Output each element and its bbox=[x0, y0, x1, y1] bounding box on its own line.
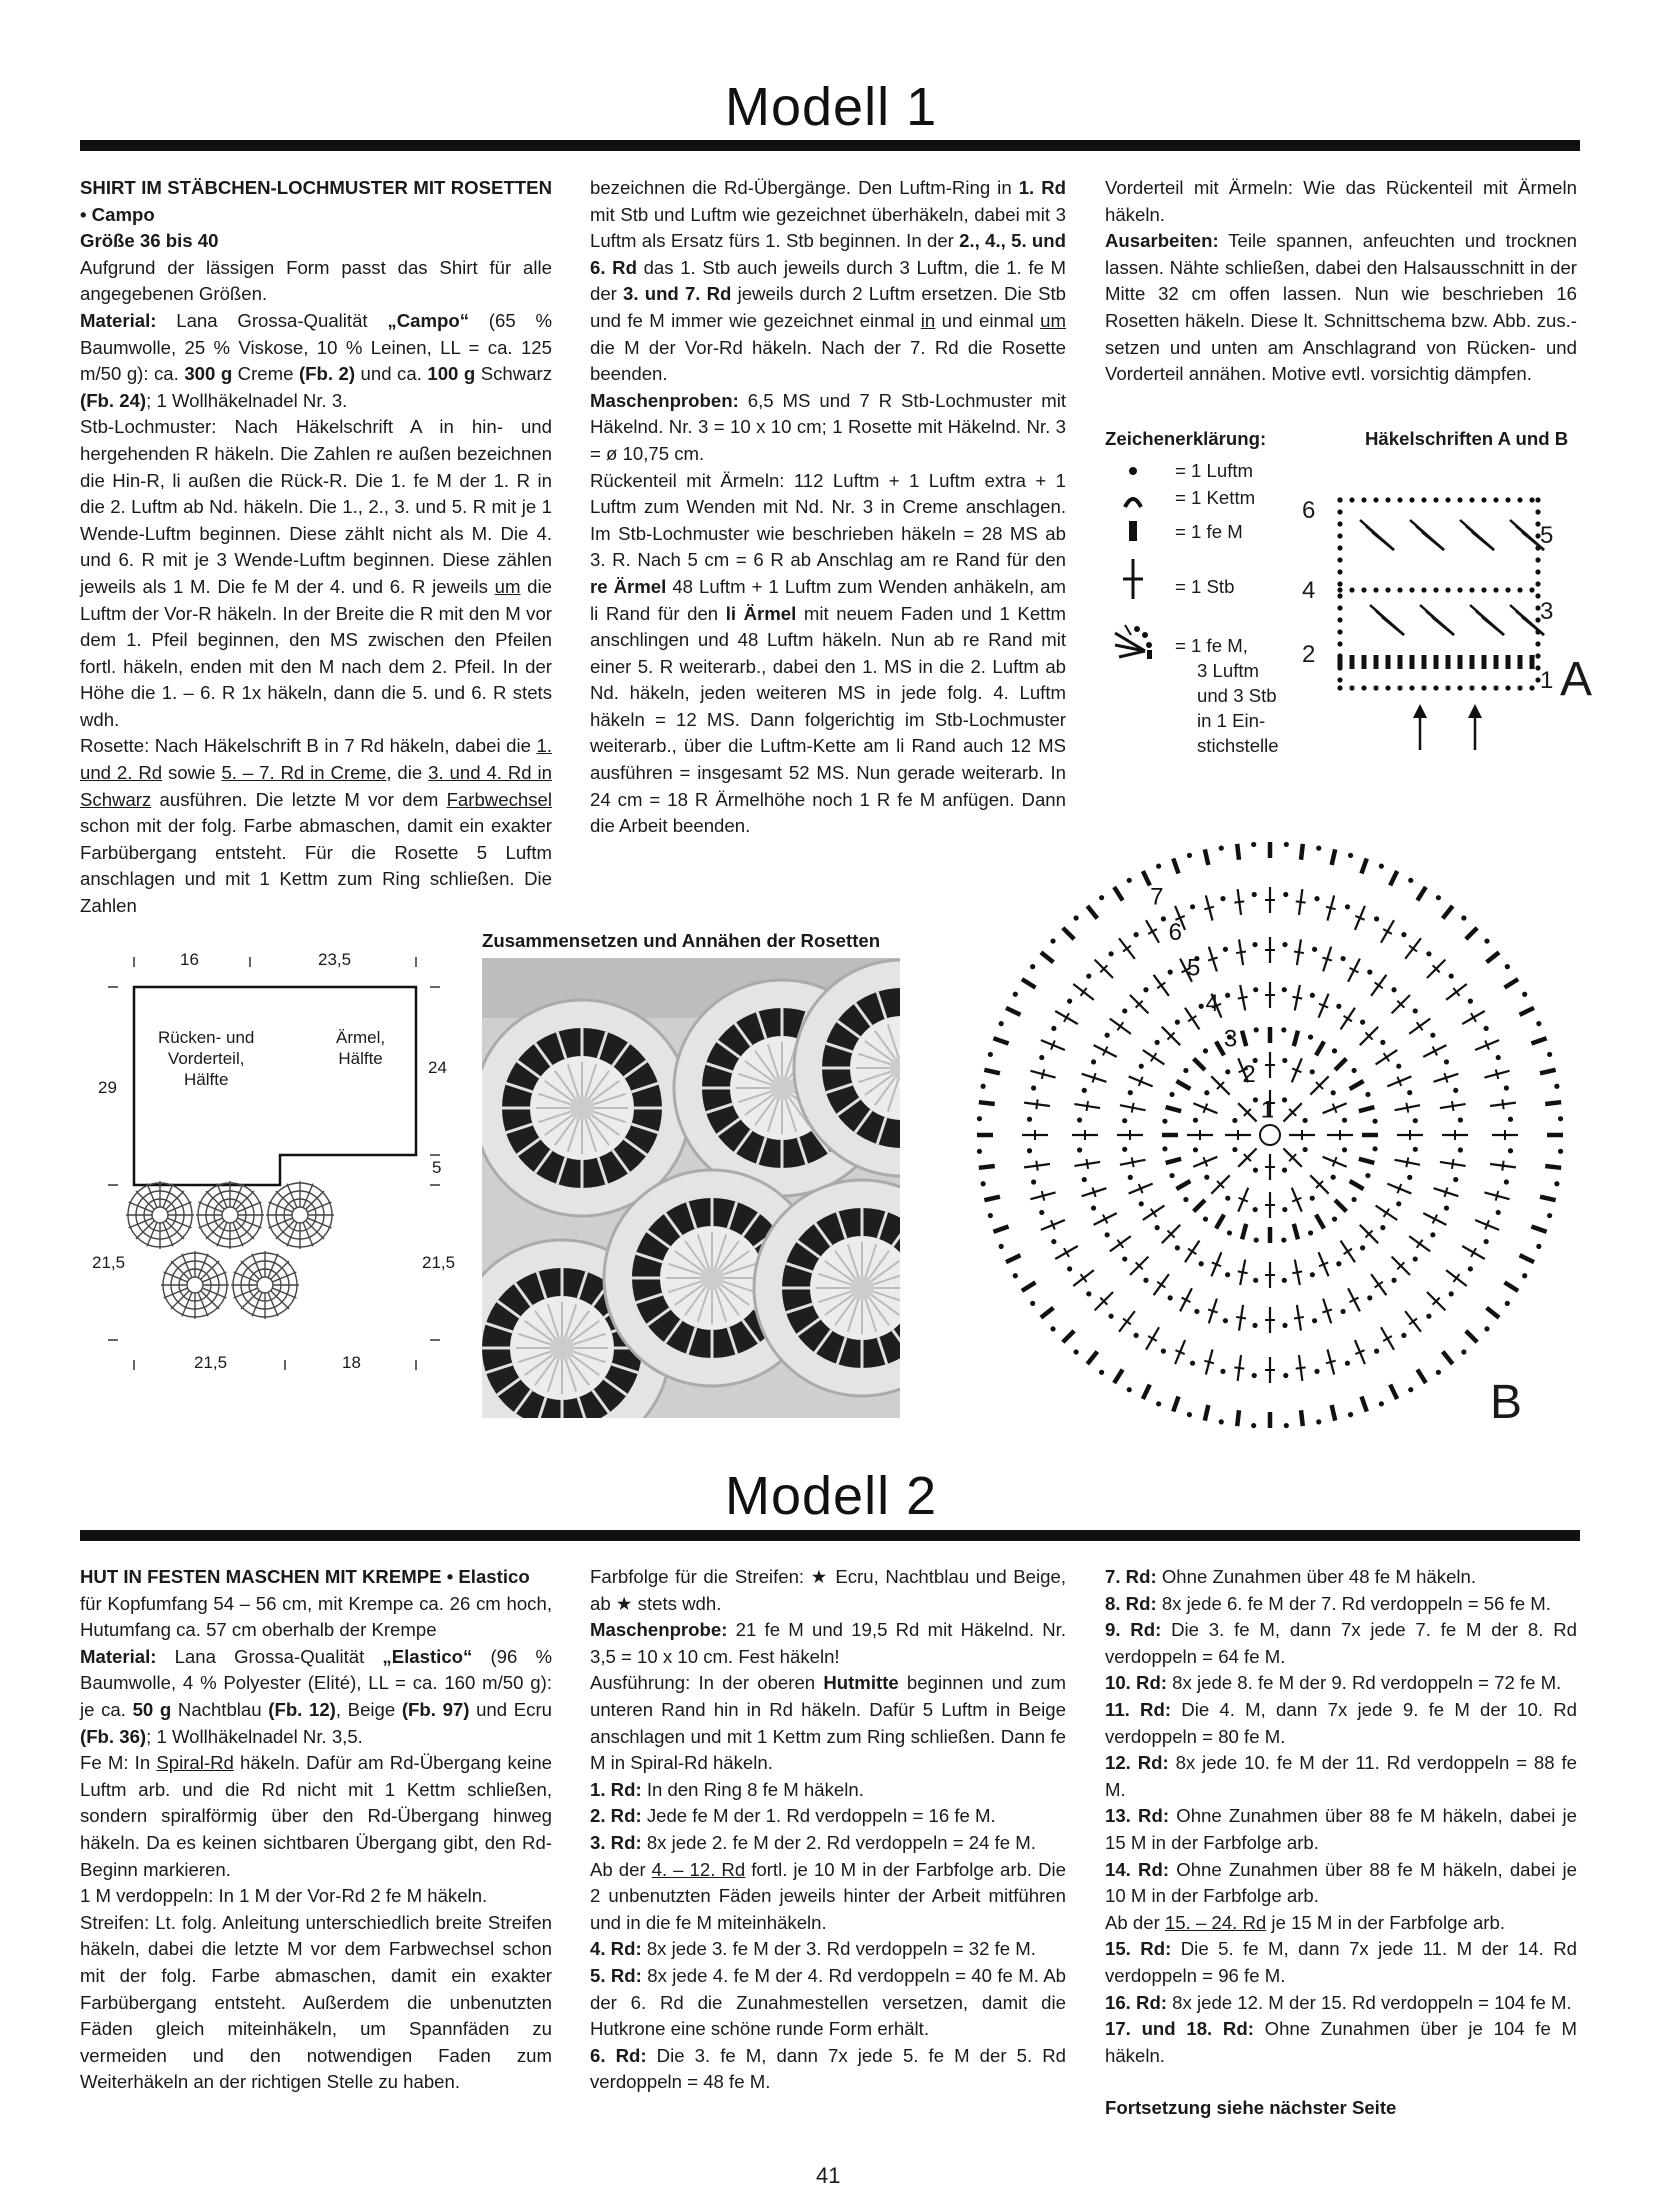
modell2-column-1 bbox=[80, 1564, 552, 2096]
chart-b-round-4: 4 bbox=[1205, 989, 1219, 1017]
modell1-maschenproben: Maschenproben: 6,5 MS und 7 R Stb-Lochmuster mit Häkelnd. Nr. 3 = 10 x 10 cm; 1 Rosette mit Häkelnd. Nr. 3 = ø 10,75 cm. bbox=[590, 389, 1066, 464]
modell1-ausarbeiten: Ausarbeiten: Teile spannen, anfeuchten und trocknen lassen. Nähte schließen, dabei den Halsausschnitt in der Mitte 32 cm offen lassen. Nun wie beschrieben 16 Rosetten häkeln. Diese lt. Schnittschema bzw. Abb. zus.-setzen und unten am Anschlagrand von Rücken- und Vorderteil annähen. Motive evtl. vorsichtig dämpfen. bbox=[1105, 230, 1577, 385]
modell2-maschenprobe: Maschenprobe: 21 fe M und 19,5 Rd mit Häkelnd. Nr. 3,5 = 10 x 10 cm. Fest häkeln! bbox=[590, 1619, 1066, 1667]
schema-top-23-5: 23,5 bbox=[318, 950, 352, 969]
modell2-rd-17-18: 17. und 18. Rd: Ohne Zunahmen über je 104 fe M häkeln. bbox=[1105, 2018, 1578, 2066]
modell2-rd-5: 5. Rd: 8x jede 4. fe M der 4. Rd verdoppeln = 40 fe M. Ab der 6. Rd die Zunahmestellen versetzen, damit die Hutkrone eine schöne runde Form erhält. bbox=[590, 1964, 1066, 2040]
modell2-rule bbox=[80, 1530, 1580, 1541]
modell2-rd-10: 10. Rd: 8x jede 8. fe M der 9. Rd verdoppeln = 72 fe M. bbox=[1105, 1672, 1562, 1694]
page-number: 41 bbox=[816, 2163, 841, 2188]
fem-symbol-icon bbox=[1129, 521, 1137, 541]
modell1-rosette: Rosette: Nach Häkelschrift B in 7 Rd häkeln, dabei die 1. und 2. Rd sowie 5. – 7. Rd in Creme, die 3. und 4. Rd in Schwarz ausführen. Die letzte M vor dem Farbwechsel schon mit der folg. Farbe abmaschen, damit ein exakter Farbübergang entsteht. Für die Rosette 5 Luftm anschlagen und mit 1 Kettm zum Ring schließen. Die Zahlen bbox=[80, 735, 552, 917]
modell1-column-3 bbox=[1105, 175, 1577, 388]
modell2-heading: HUT IN FESTEN MASCHEN MIT KREMPE • Elastico bbox=[80, 1566, 530, 1587]
luftm-symbol-icon bbox=[1129, 467, 1137, 475]
modell1-title: Modell 1 bbox=[725, 77, 938, 137]
modell2-rd-3: 3. Rd: 8x jede 2. fe M der 2. Rd verdoppeln = 24 fe M. bbox=[590, 1831, 1036, 1853]
modell2-rd-4: 4. Rd: 8x jede 3. fe M der 3. Rd verdoppeln = 32 fe M. bbox=[590, 1938, 1036, 1960]
schema-right-5: 5 bbox=[432, 1158, 442, 1177]
modell2-rd-7: 7. Rd: Ohne Zunahmen über 48 fe M häkeln. bbox=[1105, 1566, 1477, 1587]
schema-bottom-18: 18 bbox=[342, 1353, 361, 1372]
legend-combo: = 1 fe M, 3 Luftm und 3 Stb in 1 Ein- stichstelle bbox=[1175, 635, 1279, 756]
photo-caption: Zusammensetzen und Annähen der Rosetten bbox=[482, 930, 881, 951]
modell1-material: Material: Lana Grossa-Qualität „Campo“ (65 % Baumwolle, 25 % Viskose, 10 % Leinen, LL = ca. 125 m/50 g): ca. 300 g Creme (Fb. 2) und ca. 100 g Schwarz (Fb. 24); 1 Wollhäkelnadel Nr. 3. bbox=[80, 309, 553, 411]
modell2-rd-16: 16. Rd: 8x jede 12. M der 15. Rd verdoppeln = 104 fe M. bbox=[1105, 1991, 1572, 2013]
continuation-note: Fortsetzung siehe nächster Seite bbox=[1105, 2097, 1397, 2119]
modell1-lochmuster: Stb-Lochmuster: Nach Häkelschrift A in hin- und hergehenden R häkeln. Die Zahlen re außen bezeichnen die Hin-R, li außen die Rück-R. Die 1. fe M der 1. R in die 2. Luftm ab Nd. häkeln. Die 1., 2., 3. und 5. R mit je 1 Wende-Luftm beginnen. Diese zählt nicht als M. Die 4. und 6. R mit je 3 Wende-Luftm beginnen. Diese zählen jeweils als 1 M. Die fe M der 4. und 6. R jeweils um die Luftm der Vor-R häkeln. In der Breite die R mit den M vor dem 1. Pfeil beginnen, den MS zwischen den Pfeilen fortl. häkeln, enden mit den M nach dem 2. Pfeil. In der Höhe die 1. – 6. R 1x häkeln, dann die 5. und 6. R stets wdh. bbox=[80, 416, 552, 730]
legend-fem: = 1 fe M bbox=[1175, 521, 1243, 542]
modell2-rd-6: 6. Rd: Die 3. fe M, dann 7x jede 5. fe M der 5. Rd verdoppeln = 48 fe M. bbox=[590, 2044, 1066, 2093]
legend-kettm: = 1 Kettm bbox=[1175, 487, 1256, 508]
schema-bottom-21-5: 21,5 bbox=[194, 1353, 228, 1372]
modell1-column-2 bbox=[590, 175, 1066, 840]
modell2-rd-11: 11. Rd: Die 4. M, dann 7x jede 9. fe M der 10. Rd verdoppeln = 80 fe M. bbox=[1105, 1698, 1577, 1747]
modell2-rd-14: 14. Rd: Ohne Zunahmen über 88 fe M häkeln, dabei je 10 M in der Farbfolge arb. bbox=[1105, 1858, 1577, 1907]
chart-b-round-7: 7 bbox=[1150, 883, 1164, 911]
modell1-column-1 bbox=[80, 175, 552, 920]
legend-title: Zeichenerklärung: bbox=[1105, 428, 1267, 449]
modell1-rounds: bezeichnen die Rd-Übergänge. Den Luftm-Ring in 1. Rd mit Stb und Luftm wie gezeichnet überhäkeln, dabei mit 3 Luftm als Ersatz fürs 1. Stb beginnen. In der 2., 4., 5. und 6. Rd das 1. Stb auch jeweils durch 3 Luftm, die 1. fe M der 3. und 7. Rd jeweils durch 2 Luftm ersetzen. Die Stb und fe M immer wie gezeichnet einmal in und einmal um die M der Vor-Rd häkeln. Nach der 7. Rd die Rosette beenden. bbox=[590, 177, 1067, 385]
rosette-photo bbox=[482, 958, 900, 1418]
modell1-heading: SHIRT IM STÄBCHEN-LOCHMUSTER MIT ROSETTEN • Campo bbox=[80, 177, 552, 225]
modell2-material: Material: Lana Grossa-Qualität „Elastico“ (96 % Baumwolle, 4 % Polyester (Elité), LL = ca. 160 m/50 g): je ca. 50 g Nachtblau (Fb. 12), Beige (Fb. 97) und Ecru (Fb. 36); 1 Wollhäkelnadel Nr. 3,5. bbox=[80, 1645, 552, 1747]
chart-b-diagram bbox=[955, 815, 1585, 1445]
chart-a-row-1: 1 bbox=[1540, 667, 1554, 694]
chart-a-letter: A bbox=[1560, 653, 1593, 706]
rosette-photo-image bbox=[482, 958, 900, 1418]
modell2-rd-9: 9. Rd: Die 3. fe M, dann 7x jede 7. fe M der 8. Rd verdoppeln = 64 fe M. bbox=[1105, 1619, 1577, 1667]
modell2-rd-4-12: Ab der 4. – 12. Rd fortl. je 10 M in der Farbfolge arb. Die 2 unbenutzten Fäden jeweils hinter der Arbeit mitführen und in die fe M miteinhäkeln. bbox=[590, 1858, 1066, 1933]
modell2-rd-8: 8. Rd: 8x jede 6. fe M der 7. Rd verdoppeln = 56 fe M. bbox=[1105, 1592, 1551, 1614]
modell2-column-3 bbox=[1105, 1564, 1577, 2122]
modell1-vorderteil: Vorderteil mit Ärmeln: Wie das Rückenteil mit Ärmeln häkeln. bbox=[1105, 177, 1577, 225]
chart-b-round-6: 6 bbox=[1168, 918, 1182, 946]
modell1-size: Größe 36 bis 40 bbox=[80, 230, 219, 252]
modell2-column-2 bbox=[590, 1564, 1066, 2096]
modell1-rueckenteil: Rückenteil mit Ärmeln: 112 Luftm + 1 Luftm extra + 1 Luftm zum Wenden mit Nd. Nr. 3 in Creme anschlagen. Im Stb-Lochmuster wie beschrieben häkeln = 28 MS ab 3. R. Nach 5 cm = 6 R ab Anschlag am re Rand für den re Ärmel 48 Luftm + 1 Luftm zum Wenden anhäkeln, am li Rand für den li Ärmel mit neuem Faden und 1 Kettm anschlingen und 48 Luftm häkeln. Nun ab re Rand mit einer 5. R weiterarb., dabei den 1. MS in die 2. Luftm ab Nd. häkeln, jeden weiteren MS in jede folg. 4. Luftm häkeln = 12 MS. Dann folgerichtig im Stb-Lochmuster weiterarb., über die Luftm-Kette am li Rand auch 12 MS ausführen = insgesamt 52 MS. Nun gerade weiterarb. In 24 cm = 18 R Ärmelhöhe noch 1 R fe M anfügen. Dann die Arbeit beenden. bbox=[590, 469, 1066, 837]
chart-a-row-2: 2 bbox=[1302, 641, 1316, 668]
modell2-rd-1: 1. Rd: In den Ring 8 fe M häkeln. bbox=[590, 1778, 864, 1800]
schema-right-24: 24 bbox=[428, 1058, 447, 1077]
modell2-size: für Kopfumfang 54 – 56 cm, mit Krempe ca. 26 cm hoch, Hutumfang ca. 57 cm oberhalb der Krempe bbox=[80, 1592, 552, 1641]
chart-a-row-3: 3 bbox=[1540, 598, 1554, 625]
schema-top-16: 16 bbox=[180, 950, 199, 969]
kettm-symbol-icon bbox=[1125, 499, 1141, 507]
modell2-rd-15: 15. Rd: Die 5. fe M, dann 7x jede 11. M der 14. Rd verdoppeln = 96 fe M. bbox=[1105, 1938, 1577, 1986]
modell2-streifen: Streifen: Lt. folg. Anleitung unterschiedlich breite Streifen häkeln, dabei die letzte M vor dem Farbwechsel schon mit der folg. Farbe abmaschen, damit ein exakter Farbübergang entsteht. Außerdem die unbenutzten Fäden gleich miteinhäkeln, um Spannfäden zu vermeiden und den notwendigen Faden zum Weiterhäkeln an der richtigen Stelle zu haben. bbox=[80, 1911, 552, 2093]
chart-a-row-6: 6 bbox=[1302, 497, 1316, 524]
modell2-rd-13: 13. Rd: Ohne Zunahmen über 88 fe M häkeln, dabei je 15 M in der Farbfolge arb. bbox=[1105, 1805, 1577, 1853]
chart-b-round-5: 5 bbox=[1187, 954, 1201, 982]
shirt-schema bbox=[90, 945, 470, 1380]
modell2-fem: Fe M: In Spiral-Rd häkeln. Dafür am Rd-Übergang keine Luftm arb. und die Rd nicht mit 1 Kettm schließen, sondern spiralförmig über den Rd-Übergang hinweg häkeln. Da es keinen sichtbaren Übergang gibt, den Rd-Beginn markieren. bbox=[80, 1752, 553, 1880]
chart-b-letter: B bbox=[1490, 1376, 1523, 1429]
schema-left-29: 29 bbox=[98, 1078, 117, 1097]
modell2-rd-2: 2. Rd: Jede fe M der 1. Rd verdoppeln = 16 fe M. bbox=[590, 1805, 996, 1827]
chart-b-round-1: 1 bbox=[1260, 1096, 1275, 1124]
schema-left-21-5: 21,5 bbox=[92, 1253, 126, 1272]
modell2-farbfolge: Farbfolge für die Streifen: ★ Ecru, Nachtblau und Beige, ab ★ stets wdh. bbox=[590, 1566, 1066, 1614]
legend-stb: = 1 Stb bbox=[1175, 576, 1235, 597]
modell2-rd-15-24: Ab der 15. – 24. Rd je 15 M in der Farbfolge arb. bbox=[1105, 1911, 1506, 1933]
modell1-intro: Aufgrund der lässigen Form passt das Shirt für alle angegebenen Größen. bbox=[80, 256, 552, 305]
legend-luftm: = 1 Luftm bbox=[1175, 460, 1254, 481]
chart-b-round-3: 3 bbox=[1223, 1025, 1238, 1053]
modell2-title: Modell 2 bbox=[725, 1466, 938, 1526]
schema-part-body: Rücken- und Vorderteil, Hälfte bbox=[158, 1028, 255, 1089]
schema-part-sleeve: Ärmel, Hälfte bbox=[336, 1028, 386, 1068]
chart-a-title: Häkelschriften A und B bbox=[1365, 428, 1569, 449]
modell2-verdoppeln: 1 M verdoppeln: In 1 M der Vor-Rd 2 fe M häkeln. bbox=[80, 1885, 488, 1907]
modell2-ausfuehrung: Ausführung: In der oberen Hutmitte beginnen und zum unteren Rand hin in Rd häkeln. Dafür 5 Luftm in Beige anschlagen und mit 1 Kettm zum Ring schließen. Dann fe M in Spiral-Rd häkeln. bbox=[590, 1672, 1066, 1774]
modell1-rule bbox=[80, 140, 1580, 151]
chart-a-diagram bbox=[1300, 480, 1600, 760]
modell2-rd-12: 12. Rd: 8x jede 10. fe M der 11. Rd verdoppeln = 88 fe M. bbox=[1105, 1752, 1577, 1800]
chart-b-round-2: 2 bbox=[1242, 1060, 1256, 1088]
schema-right-21-5: 21,5 bbox=[422, 1253, 456, 1272]
combo-symbol-icon bbox=[1115, 625, 1152, 659]
chart-a-row-4: 4 bbox=[1302, 577, 1316, 604]
chart-a-row-5: 5 bbox=[1540, 522, 1554, 549]
